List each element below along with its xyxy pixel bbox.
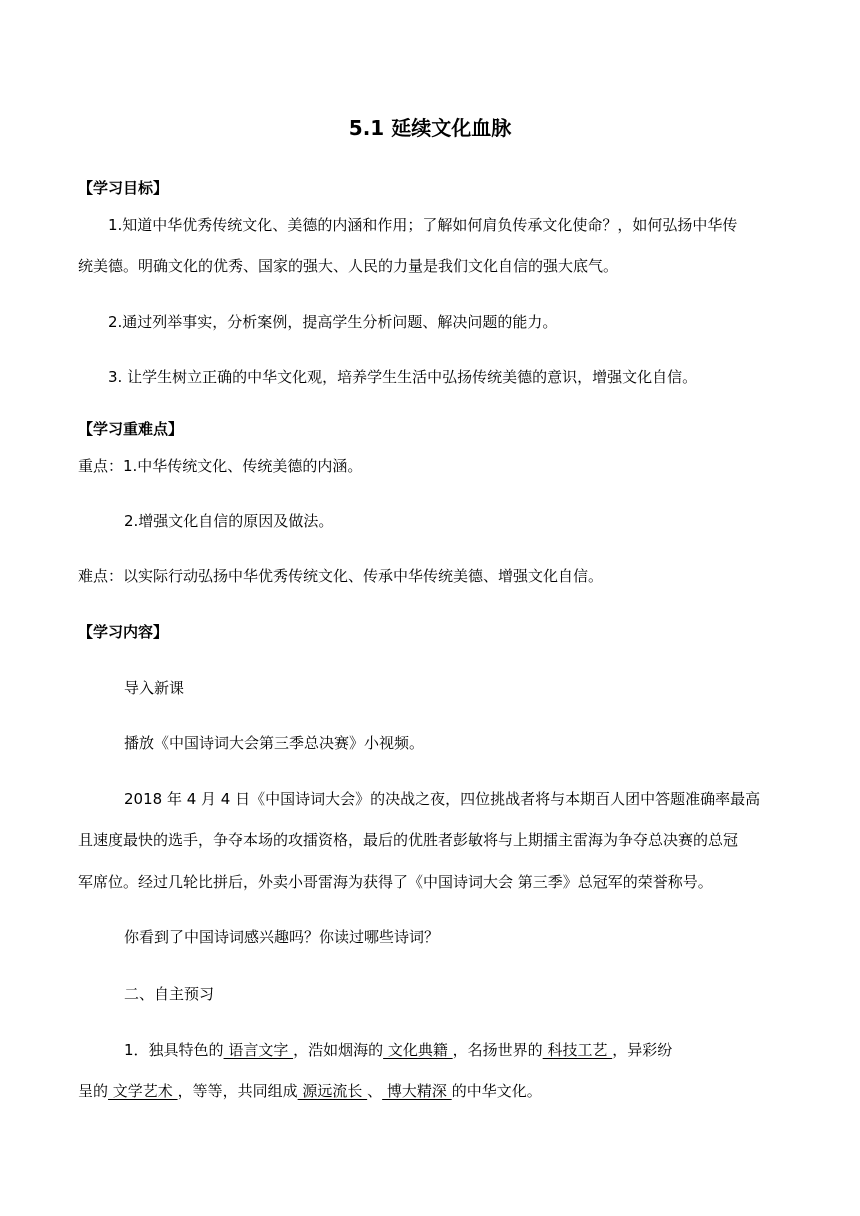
focus-point-1: 重点：1.中华传统文化、传统美德的内涵。 [78,457,363,475]
fill-answer-classics: 文化典籍 [383,1041,453,1059]
fill-in-line-1 [124,1039,672,1061]
fill-text: 的中华文化。 [451,1082,542,1100]
story-line-3: 军席位。经过几轮比拼后，外卖小哥雷海为获得了《中国诗词大会 第三季》总冠军的荣誉称号。 [78,873,713,891]
fill-text: 呈的 [78,1082,109,1100]
video-note: 播放《中国诗词大会第三季总决赛》小视频。 [124,734,425,752]
fill-text: 1．独具特色的 [124,1041,224,1059]
objectives-heading: 【学习目标】 [78,179,169,197]
fill-answer-profound: 博大精深 [382,1082,452,1100]
story-line-1: 2018 年 4 月 4 日《中国诗词大会》的决战之夜，四位挑战者将与本期百人团中答题准确率最高 [124,790,761,808]
fill-text: ，等等，共同组成 [177,1082,298,1100]
fill-text: 、 [367,1082,383,1100]
document-title: 5.1 延续文化血脉 [348,116,512,140]
focus-point-2: 2.增强文化自信的原因及做法。 [124,512,334,530]
fill-answer-language: 语言文字 [223,1041,294,1059]
intro-label: 导入新课 [124,679,185,697]
preview-heading: 二、自主预习 [124,985,215,1003]
objective-2: 2.通过列举事实，分析案例，提高学生分析问题、解决问题的能力。 [108,313,558,331]
fill-text: ，名扬世界的 [452,1041,543,1059]
content-heading: 【学习内容】 [78,623,169,641]
fill-text: ，异彩纷 [612,1041,673,1059]
fill-in-line-2 [78,1080,542,1102]
discussion-question: 你看到了中国诗词感兴趣吗？你读过哪些诗词？ [124,928,440,946]
key-points-heading: 【学习重难点】 [78,420,184,438]
fill-text: ，浩如烟海的 [293,1041,384,1059]
fill-answer-technology: 科技工艺 [542,1041,613,1059]
difficulty-point: 难点：以实际行动弘扬中华优秀传统文化、传承中华传统美德、增强文化自信。 [78,567,604,585]
story-line-2: 且速度最快的选手，争夺本场的攻擂资格，最后的优胜者彭敏将与上期擂主雷海为争夺总决赛的总冠 [78,831,739,849]
objective-3: 3. 让学生树立正确的中华文化观，培养学生生活中弘扬传统美德的意识，增强文化自信。 [108,368,698,386]
objective-1-line-1: 1.知道中华优秀传统文化、美德的内涵和作用；了解如何肩负传承文化使命？，如何弘扬中华传 [108,216,738,234]
objective-1-line-2: 统美德。明确文化的优秀、国家的强大、人民的力量是我们文化自信的强大底气。 [78,257,619,275]
fill-answer-long-history: 源远流长 [297,1082,368,1100]
fill-answer-literature: 文学艺术 [108,1082,178,1100]
